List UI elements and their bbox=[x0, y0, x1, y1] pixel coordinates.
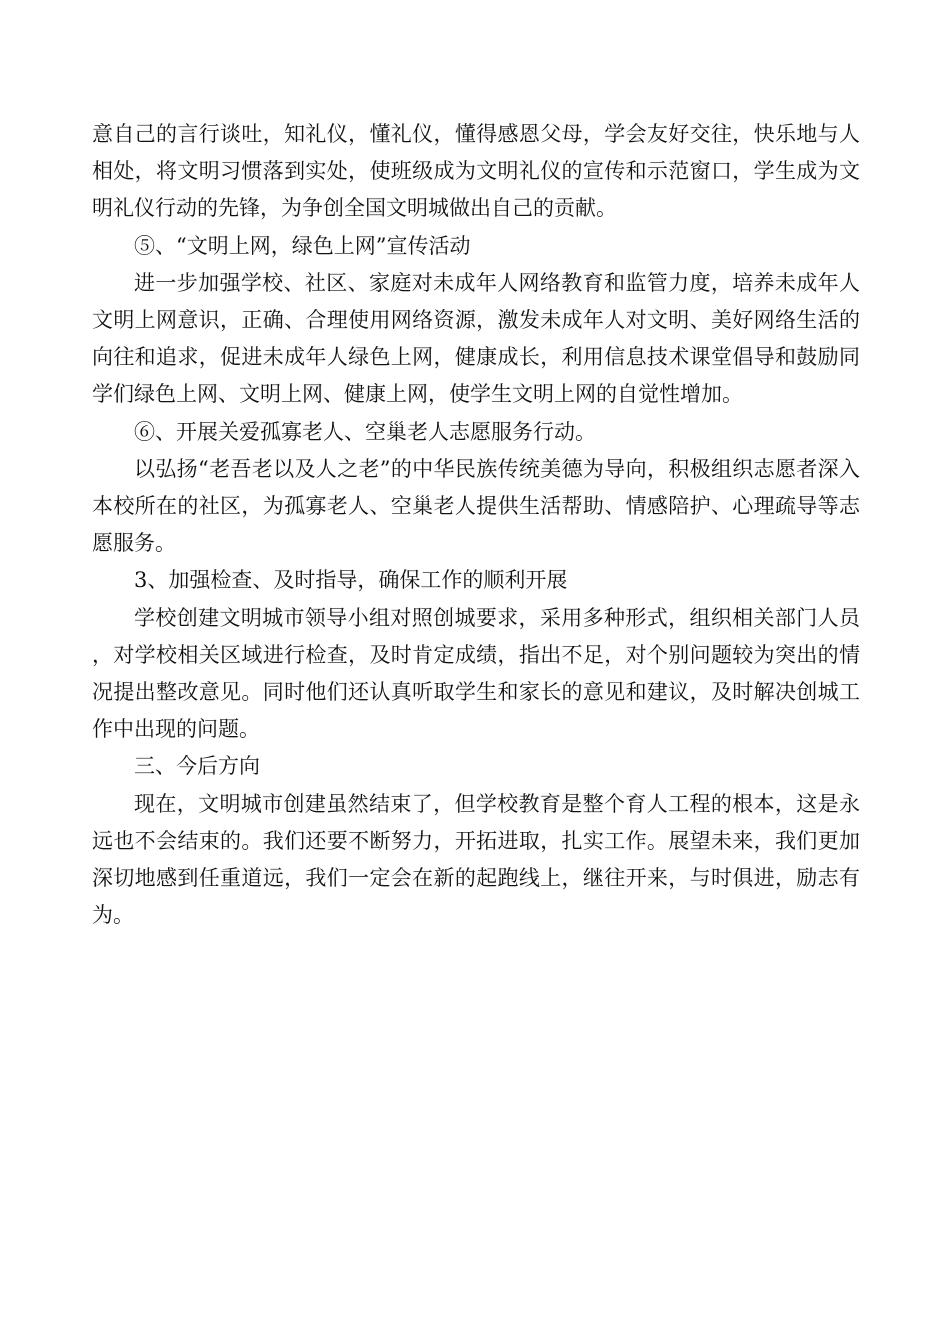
document-body bbox=[92, 116, 860, 934]
subheading-elderly-volunteer: ⑥、开展关爱孤寡老人、空巢老人志愿服务行动。 bbox=[134, 419, 596, 444]
section-heading-future-direction: 三、今后方向 bbox=[134, 754, 260, 779]
paragraph-inspection: 学校创建文明城市领导小组对照创城要求，采用多种形式，组织相关部门人员，对学校相关区域进行检查，及时肯定成绩，指出不足，对个别问题较为突出的情况提出整改意见。同时他们还认真听取学生和家长的意见和建议，及时解决创城工作中出现的问题。 bbox=[92, 605, 860, 742]
paragraph-elderly-service: 以弘扬“老吾老以及人之老”的中华民族传统美德为导向，积极组织志愿者深入本校所在的社区，为孤寡老人、空巢老人提供生活帮助、情感陪护、心理疏导等志愿服务。 bbox=[92, 456, 860, 556]
subheading-inspection: 3、加强检查、及时指导，确保工作的顺利开展 bbox=[134, 568, 568, 593]
paragraph-continuation: 意自己的言行谈吐，知礼仪，懂礼仪，懂得感恩父母，学会友好交往，快乐地与人相处，将文明习惯落到实处，使班级成为文明礼仪的宣传和示范窗口，学生成为文明礼仪行动的先锋，为争创全国文明城做出自己的贡献。 bbox=[92, 122, 860, 221]
paragraph-internet-education: 进一步加强学校、社区、家庭对未成年人网络教育和监管力度，培养未成年人文明上网意识，正确、合理使用网络资源，激发未成年人对文明、美好网络生活的向往和追求，促进未成年人绿色上网，健康成长，利用信息技术课堂倡导和鼓励同学们绿色上网、文明上网、健康上网，使学生文明上网的自觉性增加。 bbox=[92, 270, 860, 407]
subheading-civilized-internet: ⑤、“文明上网，绿色上网”宣传活动 bbox=[134, 233, 471, 258]
paragraph-future-direction: 现在，文明城市创建虽然结束了，但学校教育是整个育人工程的根本，这是永远也不会结束的。我们还要不断努力，开拓进取，扎实工作。展望未来，我们更加深切地感到任重道远，我们一定会在新的起跑线上，继往开来，与时俱进，励志有为。 bbox=[92, 791, 860, 928]
